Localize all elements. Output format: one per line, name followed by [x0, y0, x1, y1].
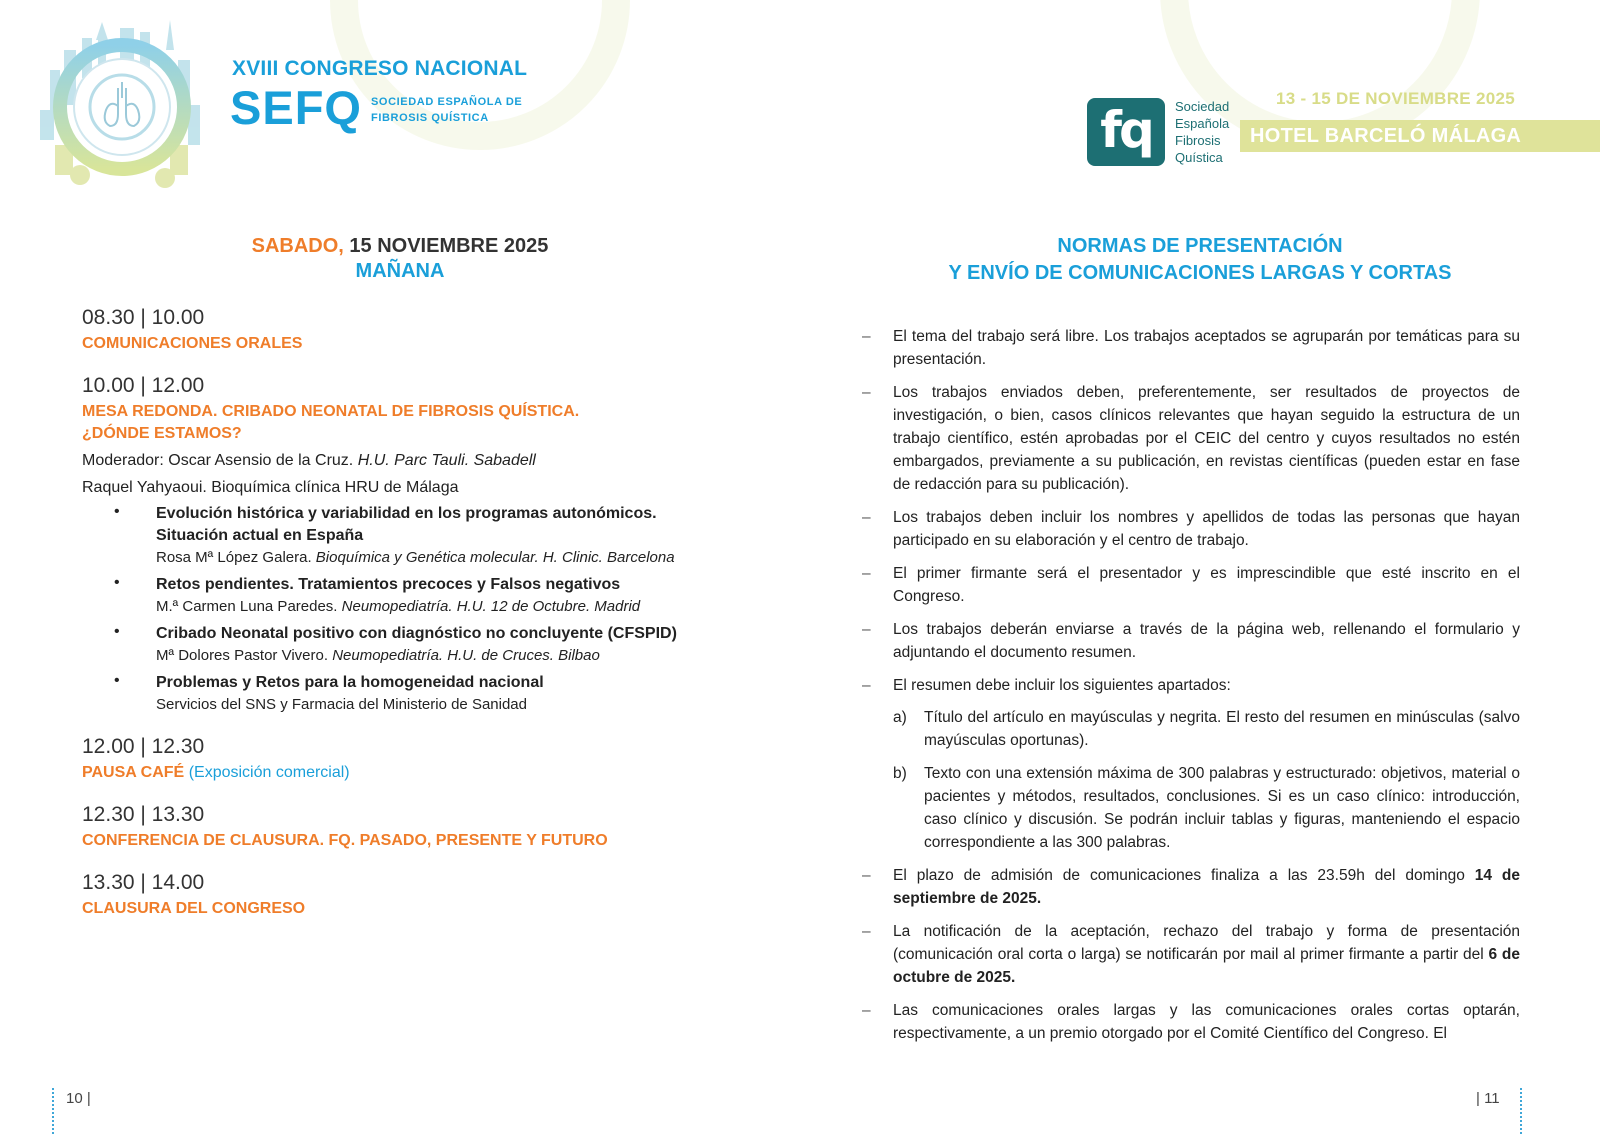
talk-speaker [156, 645, 782, 667]
session-title-text: PAUSA CAFÉ [82, 764, 185, 781]
subrule-text: Texto con una extensión máxima de 300 palabras y estructurado: objetivos, material o pacientes y métodos, resultados, conclusiones. Si es un caso clínico: introducción, caso clínico y discusión. Se podrán incluir tablas y figuras, manteniendo el espacio correspondiente a las 300 palabras. [924, 765, 1520, 851]
session-title [82, 401, 782, 445]
session-time: 08.30 | 10.00 [82, 306, 205, 329]
footer-divider [1520, 1088, 1522, 1134]
fq-logo-line: Sociedad [1175, 99, 1230, 114]
subrule-letter: b) [893, 765, 907, 782]
page-number-left: 10 | [66, 1090, 91, 1107]
talk-item [114, 574, 782, 618]
talk-item [114, 623, 782, 667]
rule-text: El resumen debe incluir los siguientes apartados: [893, 677, 1231, 694]
rule-item: – El tema del trabajo será libre. Los trabajos aceptados se agruparán por temáticas para su presentación. [862, 325, 1520, 371]
speaker-name: Rosa Mª López Galera. [156, 549, 312, 566]
talk-title: • Retos pendientes. Tratamientos precoces y Falsos negativos [156, 576, 621, 593]
congress-emblem-icon [30, 10, 215, 195]
society-name-line1: SOCIEDAD ESPAÑOLA DE [371, 96, 523, 108]
congress-dates: 13 - 15 DE NOVIEMBRE 2025 [1276, 89, 1515, 108]
fq-logo-line: Española [1175, 116, 1230, 131]
talk-item [114, 503, 782, 569]
talk-speaker [156, 596, 782, 618]
rule-item: – El primer firmante será el presentador y es imprescindible que esté inscrito en el Congreso. [862, 562, 1520, 608]
norms-heading [800, 233, 1600, 287]
subrules-list [893, 706, 1520, 854]
society-name [371, 94, 522, 126]
session-time: 12.00 | 12.30 [82, 735, 205, 758]
congress-title: XVIII CONGRESO NACIONAL [232, 57, 528, 80]
moderator-affiliation: H.U. Parc Tauli. Sabadell [357, 452, 536, 469]
talk-title: • Problemas y Retos para la homogeneidad nacional [156, 674, 544, 691]
speaker-name: Mª Dolores Pastor Vivero. [156, 647, 329, 664]
session-title [82, 762, 782, 784]
moderator-name: Moderador: Oscar Asensio de la Cruz. [82, 452, 354, 469]
talk-speaker [156, 547, 782, 569]
talk-list [114, 503, 782, 716]
program-schedule [82, 305, 782, 920]
session-time: 13.30 | 14.00 [82, 871, 205, 894]
deadline-text: El plazo de admisión de comunicaciones finaliza a las 23.59h del domingo [893, 867, 1465, 884]
talk-item [114, 672, 782, 716]
society-name-line2: FIBROSIS QUÍSTICA [371, 112, 489, 124]
day-name: SABADO, [251, 235, 344, 257]
deadline-date: 14 de septiembre de 2025. [893, 867, 1520, 907]
rule-item [862, 864, 1520, 910]
rule-item [862, 674, 1520, 854]
rule-item [862, 920, 1520, 989]
day-heading [0, 234, 800, 284]
session-title-line2: ¿DÓNDE ESTAMOS? [82, 425, 242, 442]
session-title: CLAUSURA DEL CONGRESO [82, 900, 306, 917]
venue-name: HOTEL BARCELÓ MÁLAGA [1250, 125, 1522, 147]
speaker-affiliation: Bioquímica y Genética molecular. H. Clinic. Barcelona [315, 549, 675, 566]
session-title-line1: MESA REDONDA. CRIBADO NEONATAL DE FIBROSIS QUÍSTICA. [82, 403, 580, 420]
day-part: MAÑANA [355, 260, 445, 282]
day-date: 15 NOVIEMBRE 2025 [349, 235, 549, 257]
right-page [800, 0, 1600, 1135]
session-time: 10.00 | 12.00 [82, 374, 205, 397]
norms-heading-line1: NORMAS DE PRESENTACIÓN [1057, 235, 1343, 257]
session-extra: (Exposición comercial) [188, 764, 350, 781]
notification-text: La notificación de la aceptación, rechazo del trabajo y forma de presentación (comunicación oral corta o larga) se notificarán por mail al primer firmante a partir del [893, 923, 1520, 963]
chair: Raquel Yahyaoui. Bioquímica clínica HRU de Málaga [82, 479, 459, 496]
speaker-affiliation: Neumopediatría. H.U. de Cruces. Bilbao [332, 647, 600, 664]
rule-item: – Las comunicaciones orales largas y las comunicaciones orales cortas optarán, respectivamente, a un premio otorgado por el Comité Científico del Congreso. El [862, 999, 1520, 1045]
rule-item: – Los trabajos deberán enviarse a través de la página web, rellenando el formulario y adjuntando el documento resumen. [862, 618, 1520, 664]
notification-date: 6 de octubre de 2025. [893, 946, 1520, 986]
subrule-item [893, 706, 1520, 752]
rule-item: – Los trabajos deben incluir los nombres y apellidos de todas las personas que hayan participado en su elaboración y el centro de trabajo. [862, 506, 1520, 552]
speaker-name: M.ª Carmen Luna Paredes. [156, 598, 338, 615]
talk-title: • Cribado Neonatal positivo con diagnóstico no concluyente (CFSPID) [156, 625, 677, 642]
session-title: CONFERENCIA DE CLAUSURA. FQ. PASADO, PRESENTE Y FUTURO [82, 832, 608, 849]
subrule-item [893, 762, 1520, 854]
subrule-text: Título del artículo en mayúsculas y negrita. El resto del resumen en minúsculas (salvo mayúsculas oportunas). [924, 709, 1520, 749]
session-title: COMUNICACIONES ORALES [82, 335, 303, 352]
talk-speaker: Servicios del SNS y Farmacia del Ministerio de Sanidad [156, 696, 527, 713]
subrule-letter: a) [893, 709, 907, 726]
fq-logo-line: Quística [1175, 150, 1223, 165]
rule-item: – Los trabajos enviados deben, preferentemente, ser resultados de proyectos de investigación, o bien, casos clínicos relevantes que hayan seguido la estructura de un trabajo científico, estén aprobadas por el CEIC del centro y cuyos resultados no estén embargados, previamente a su publicación, en revistas científicas (pueden estar en fase de redacción para su publicación). [862, 381, 1520, 496]
sefq-acronym: SEFQ [230, 81, 362, 134]
talk-title: • Evolución histórica y variabilidad en los programas autonómicos. [156, 505, 657, 522]
session-time: 12.30 | 13.30 [82, 803, 205, 826]
rules-list [862, 325, 1520, 1055]
fq-logo-line: Fibrosis [1175, 133, 1221, 148]
page-number-right: | 11 [1476, 1090, 1500, 1107]
speaker-affiliation: Neumopediatría. H.U. 12 de Octubre. Madrid [341, 598, 641, 615]
fq-logo-icon: fq [1087, 98, 1165, 166]
norms-heading-line2: Y ENVÍO DE COMUNICACIONES LARGAS Y CORTAS [948, 262, 1452, 284]
fq-logo-text [1175, 98, 1229, 166]
footer-divider [52, 1088, 54, 1134]
moderator [82, 450, 782, 472]
talk-title: Situación actual en España [156, 527, 364, 544]
